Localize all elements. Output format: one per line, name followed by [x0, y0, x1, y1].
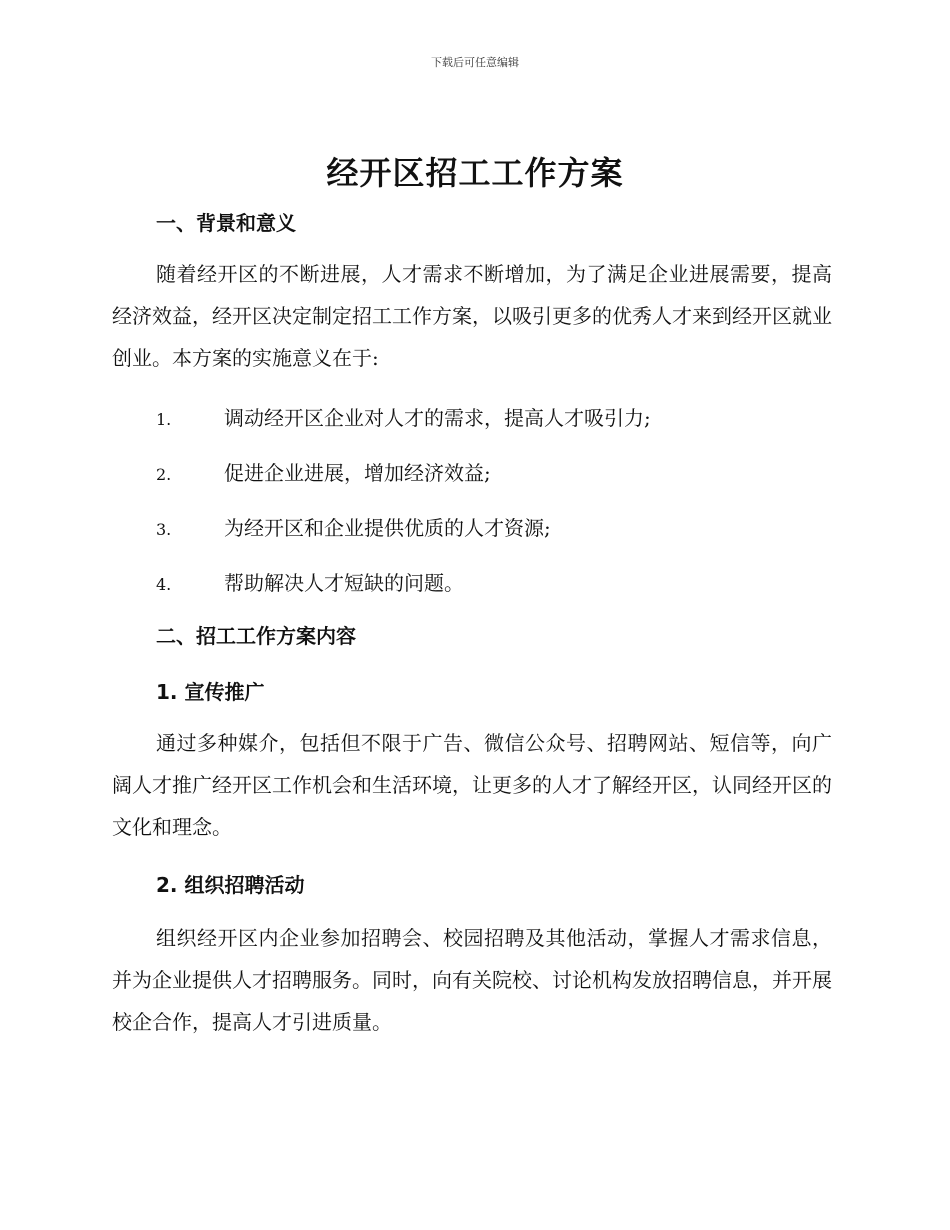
subsection-heading-promotion: 1. 宣传推广	[156, 680, 265, 704]
list-item-text: 帮助解决人才短缺的问题。	[224, 571, 464, 595]
list-item-number: 4.	[156, 575, 172, 594]
promotion-paragraph: 通过多种媒介，包括但不限于广告、微信公众号、招聘网站、短信等，向广阔人才推广经开区工作机会和生活环境，让更多的人才了解经开区，认同经开区的文化和理念。	[112, 731, 832, 839]
list-item-text: 调动经开区企业对人才的需求，提高人才吸引力;	[224, 406, 651, 430]
background-paragraph: 随着经开区的不断进展，人才需求不断增加，为了满足企业进展需要，提高经济效益，经开区决定制定招工工作方案，以吸引更多的优秀人才来到经开区就业创业。本方案的实施意义在于:	[112, 262, 832, 370]
document-title: 经开区招工工作方案	[326, 154, 624, 192]
list-item-number: 1.	[156, 410, 172, 429]
recruitment-paragraph: 组织经开区内企业参加招聘会、校园招聘及其他活动，掌握人才需求信息，并为企业提供人才招聘服务。同时，向有关院校、讨论机构发放招聘信息，并开展校企合作，提高人才引进质量。	[112, 926, 832, 1034]
list-item	[156, 512, 551, 541]
section-heading-content: 二、招工工作方案内容	[156, 624, 356, 648]
section-heading-background: 一、背景和意义	[156, 211, 296, 235]
list-item-text: 为经开区和企业提供优质的人才资源;	[224, 516, 551, 540]
subsection-heading-recruitment: 2. 组织招聘活动	[156, 873, 305, 897]
list-item	[156, 402, 651, 431]
list-item-number: 3.	[156, 520, 172, 539]
list-item	[156, 567, 464, 596]
header-note: 下载后可任意编辑	[431, 56, 519, 69]
list-item	[156, 457, 491, 486]
list-item-text: 促进企业进展，增加经济效益;	[224, 461, 491, 485]
list-item-number: 2.	[156, 465, 172, 484]
